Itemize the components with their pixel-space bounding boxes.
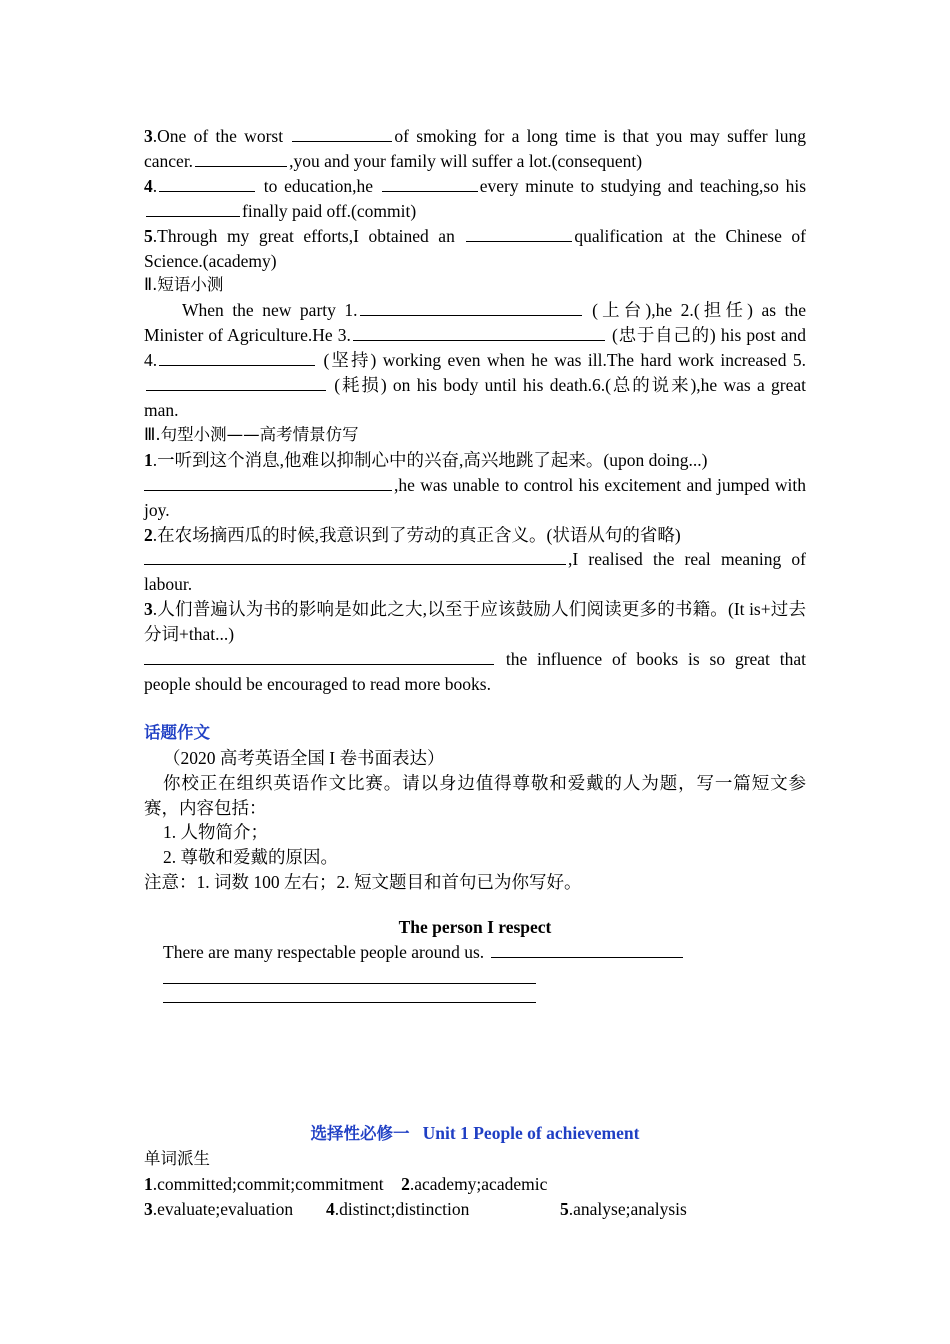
question-4: 4. to education,he every minute to studying and teaching,so his finally paid off.(commit) (144, 175, 807, 221)
sentence-3-answer: the influence of books is so great that people should be encouraged to read more books. (144, 649, 806, 694)
blank[interactable] (360, 299, 582, 316)
answers-heading: 选择性必修一 Unit 1 People of achievement (310, 1123, 640, 1143)
blank[interactable] (144, 474, 392, 491)
essay-title: The person I respect (398, 917, 552, 938)
essay-point-1: 1. 人物简介； (163, 822, 268, 843)
sentence-1-prompt: 1.一听到这个消息,他难以抑制心中的兴奋,高兴地跳了起来。(upon doing...) (144, 449, 708, 470)
sentence-2-prompt: 2.在农场摘西瓜的时候,我意识到了劳动的真正含义。(状语从句的省略) (144, 524, 681, 545)
blank[interactable] (292, 125, 392, 142)
answers-line-2: 3.evaluate;evaluation 4.distinct;distinction 5.analyse;analysis (144, 1198, 687, 1219)
writing-line[interactable] (163, 965, 536, 984)
blank[interactable] (382, 175, 478, 192)
sentence-2-answer: ,I realised the real meaning of labour. (144, 549, 806, 595)
answers-subheading: 单词派生 (144, 1148, 210, 1168)
answers-line-1: 1.committed;commit;commitment 2.academy;academic (144, 1173, 548, 1194)
essay-point-2: 2. 尊敬和爱戴的原因。 (163, 847, 338, 868)
essay-note: 注意：1. 词数 100 左右；2. 短文题目和首句已为你写好。 (144, 872, 582, 893)
essay-source: （2020 高考英语全国 I 卷书面表达） (163, 747, 445, 768)
sentence-3-prompt: 3.人们普遍认为书的影响是如此之大,以至于应该鼓励人们阅读更多的书籍。(It is+过去分词+that...) (144, 599, 806, 645)
section-2-heading: Ⅱ.短语小测 (144, 275, 224, 295)
blank[interactable] (466, 225, 572, 242)
blank[interactable] (195, 150, 287, 167)
writing-line[interactable] (491, 941, 683, 958)
section-2-paragraph: When the new party 1. (上台),he 2.(担任) as the Minister of Agriculture.He 3. (忠于自己的) his post and 4. (坚持) working even when he was ill.The hard work increased 5. (耗损) on his body until his death.6.(总的说来),he was a great man. (144, 300, 806, 420)
blank[interactable] (146, 374, 326, 391)
spacer (144, 697, 806, 721)
blank[interactable] (159, 175, 255, 192)
blank[interactable] (146, 200, 240, 217)
blank[interactable] (144, 648, 494, 665)
question-5: 5.Through my great efforts,I obtained an qualification at the Chinese of Science.(academy) (144, 225, 806, 271)
question-3: 3.One of the worst of smoking for a long time is that you may suffer lung cancer. ,you and your family will suffer a lot.(consequent) (144, 126, 806, 171)
spacer (144, 895, 806, 915)
blank[interactable] (159, 349, 315, 366)
content (144, 124, 806, 1222)
sentence-1-answer: ,he was unable to control his excitement and jumped with joy. (144, 474, 806, 520)
blank[interactable] (144, 548, 566, 565)
blank[interactable] (353, 324, 605, 341)
writing-line[interactable] (163, 984, 536, 1003)
section-3-heading: Ⅲ.句型小测——高考情景仿写 (144, 424, 359, 444)
essay-prompt: 你校正在组织英语作文比赛。请以身边值得尊敬和爱戴的人为题，写一篇短文参赛，内容包括： (144, 772, 806, 818)
spacer (144, 1003, 806, 1121)
essay-heading: 话题作文 (144, 722, 210, 742)
essay-first-line: There are many respectable people around us. (144, 940, 806, 965)
